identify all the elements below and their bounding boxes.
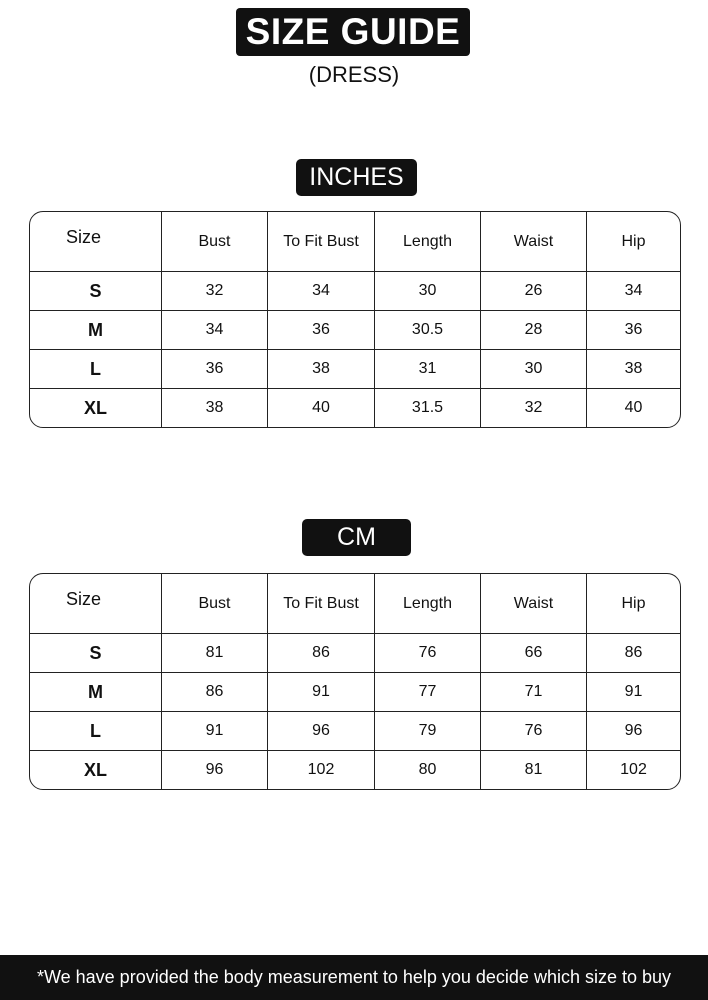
bust-value: 38 <box>161 389 267 427</box>
table-row <box>30 388 680 427</box>
size-label: M <box>88 681 103 702</box>
cm-size-table <box>29 573 681 790</box>
column-header-length: Length <box>374 212 480 271</box>
size-label: S <box>89 642 102 663</box>
waist-value: 28 <box>480 311 586 349</box>
column-header-waist: Waist <box>480 574 586 633</box>
length-value: 79 <box>374 712 480 750</box>
column-header-to-fit-bust: To Fit Bust <box>267 574 374 633</box>
size-label: L <box>90 720 101 741</box>
size-label: S <box>89 280 102 301</box>
waist-value: 81 <box>480 751 586 789</box>
hip-value: 38 <box>586 350 680 388</box>
hip-value: 40 <box>586 389 680 427</box>
to-fit-bust-value: 102 <box>267 751 374 789</box>
length-value: 77 <box>374 673 480 711</box>
hip-value: 86 <box>586 634 680 672</box>
table-row <box>30 750 680 789</box>
hip-value: 102 <box>586 751 680 789</box>
length-value: 30 <box>374 272 480 310</box>
column-header-hip: Hip <box>586 212 680 271</box>
table-header-row <box>30 212 680 271</box>
bust-value: 36 <box>161 350 267 388</box>
inches-size-table <box>29 211 681 428</box>
footer-note: *We have provided the body measurement to help you decide which size to buy <box>0 955 708 1000</box>
length-value: 80 <box>374 751 480 789</box>
waist-value: 66 <box>480 634 586 672</box>
column-header-to-fit-bust: To Fit Bust <box>267 212 374 271</box>
table-header-row <box>30 574 680 633</box>
bust-value: 96 <box>161 751 267 789</box>
size-label: XL <box>83 759 107 780</box>
waist-value: 30 <box>480 350 586 388</box>
table-row <box>30 349 680 388</box>
column-header-bust: Bust <box>161 574 267 633</box>
to-fit-bust-value: 34 <box>267 272 374 310</box>
bust-value: 86 <box>161 673 267 711</box>
hip-value: 34 <box>586 272 680 310</box>
column-header-length: Length <box>374 574 480 633</box>
waist-value: 32 <box>480 389 586 427</box>
column-header-waist: Waist <box>480 212 586 271</box>
page-title: SIZE GUIDE <box>236 8 470 56</box>
inches-section-label: INCHES <box>296 159 417 196</box>
bust-value: 34 <box>161 311 267 349</box>
bust-value: 81 <box>161 634 267 672</box>
hip-value: 36 <box>586 311 680 349</box>
to-fit-bust-value: 91 <box>267 673 374 711</box>
size-label: M <box>88 319 103 340</box>
waist-value: 71 <box>480 673 586 711</box>
waist-value: 26 <box>480 272 586 310</box>
size-label: XL <box>83 397 107 418</box>
page-subtitle: (DRESS) <box>308 62 400 87</box>
length-value: 76 <box>374 634 480 672</box>
length-value: 30.5 <box>374 311 480 349</box>
to-fit-bust-value: 36 <box>267 311 374 349</box>
table-row <box>30 711 680 750</box>
to-fit-bust-value: 38 <box>267 350 374 388</box>
to-fit-bust-value: 40 <box>267 389 374 427</box>
waist-value: 76 <box>480 712 586 750</box>
bust-value: 32 <box>161 272 267 310</box>
length-value: 31 <box>374 350 480 388</box>
table-row <box>30 633 680 672</box>
hip-value: 91 <box>586 673 680 711</box>
size-label: L <box>90 358 101 379</box>
column-header-bust: Bust <box>161 212 267 271</box>
to-fit-bust-value: 96 <box>267 712 374 750</box>
column-header-hip: Hip <box>586 574 680 633</box>
table-row <box>30 310 680 349</box>
cm-section-label: CM <box>302 519 411 556</box>
length-value: 31.5 <box>374 389 480 427</box>
hip-value: 96 <box>586 712 680 750</box>
bust-value: 91 <box>161 712 267 750</box>
column-header-size: Size <box>66 589 102 609</box>
table-row <box>30 271 680 310</box>
to-fit-bust-value: 86 <box>267 634 374 672</box>
table-row <box>30 672 680 711</box>
column-header-size: Size <box>66 227 102 247</box>
